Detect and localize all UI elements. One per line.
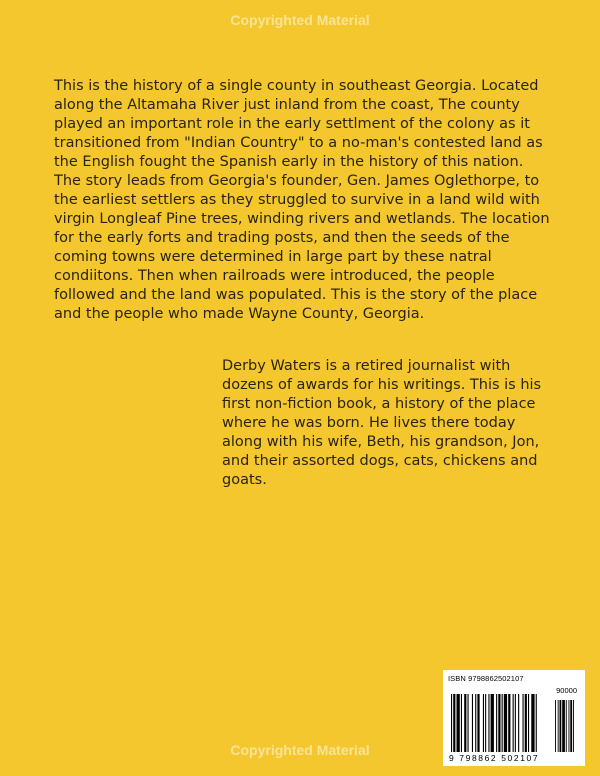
isbn-label: ISBN 9798862502107 [448, 674, 524, 683]
copyright-watermark-top: Copyrighted Material [230, 12, 370, 28]
copyright-watermark-bottom: Copyrighted Material [230, 742, 370, 758]
isbn-digits: 9 798862 502107 [449, 753, 540, 763]
price-code: 90000 [556, 686, 577, 695]
book-description: This is the history of a single county in southeast Georgia. Located along the Altamaha River just inland from the coast, The county played an important role in the early settlment of the colony as it transitioned from "Indian Country" to a no-man's contested land as the English fought the Spanish early in the history of this nation. The story leads from Georgia's founder, Gen. James Oglethorpe, to the earliest settlers as they struggled to survive in a land wild with virgin Longleaf Pine trees, winding rivers and wetlands. The location for the early forts and trading posts, and then the seeds of the coming towns were determined in large part by these natral condiitons. Then when railroads were introduced, the people followed and the land was populated. This is the story of the place and the people who made Wayne County, Georgia. [54, 78, 550, 322]
author-bio: Derby Waters is a retired journalist with dozens of awards for his writings. This is his first non-fiction book, a history of the place where he was born. He lives there today along with his wife, Beth, his grandson, Jon, and their assorted dogs, cats, chickens and goats. [222, 358, 542, 488]
